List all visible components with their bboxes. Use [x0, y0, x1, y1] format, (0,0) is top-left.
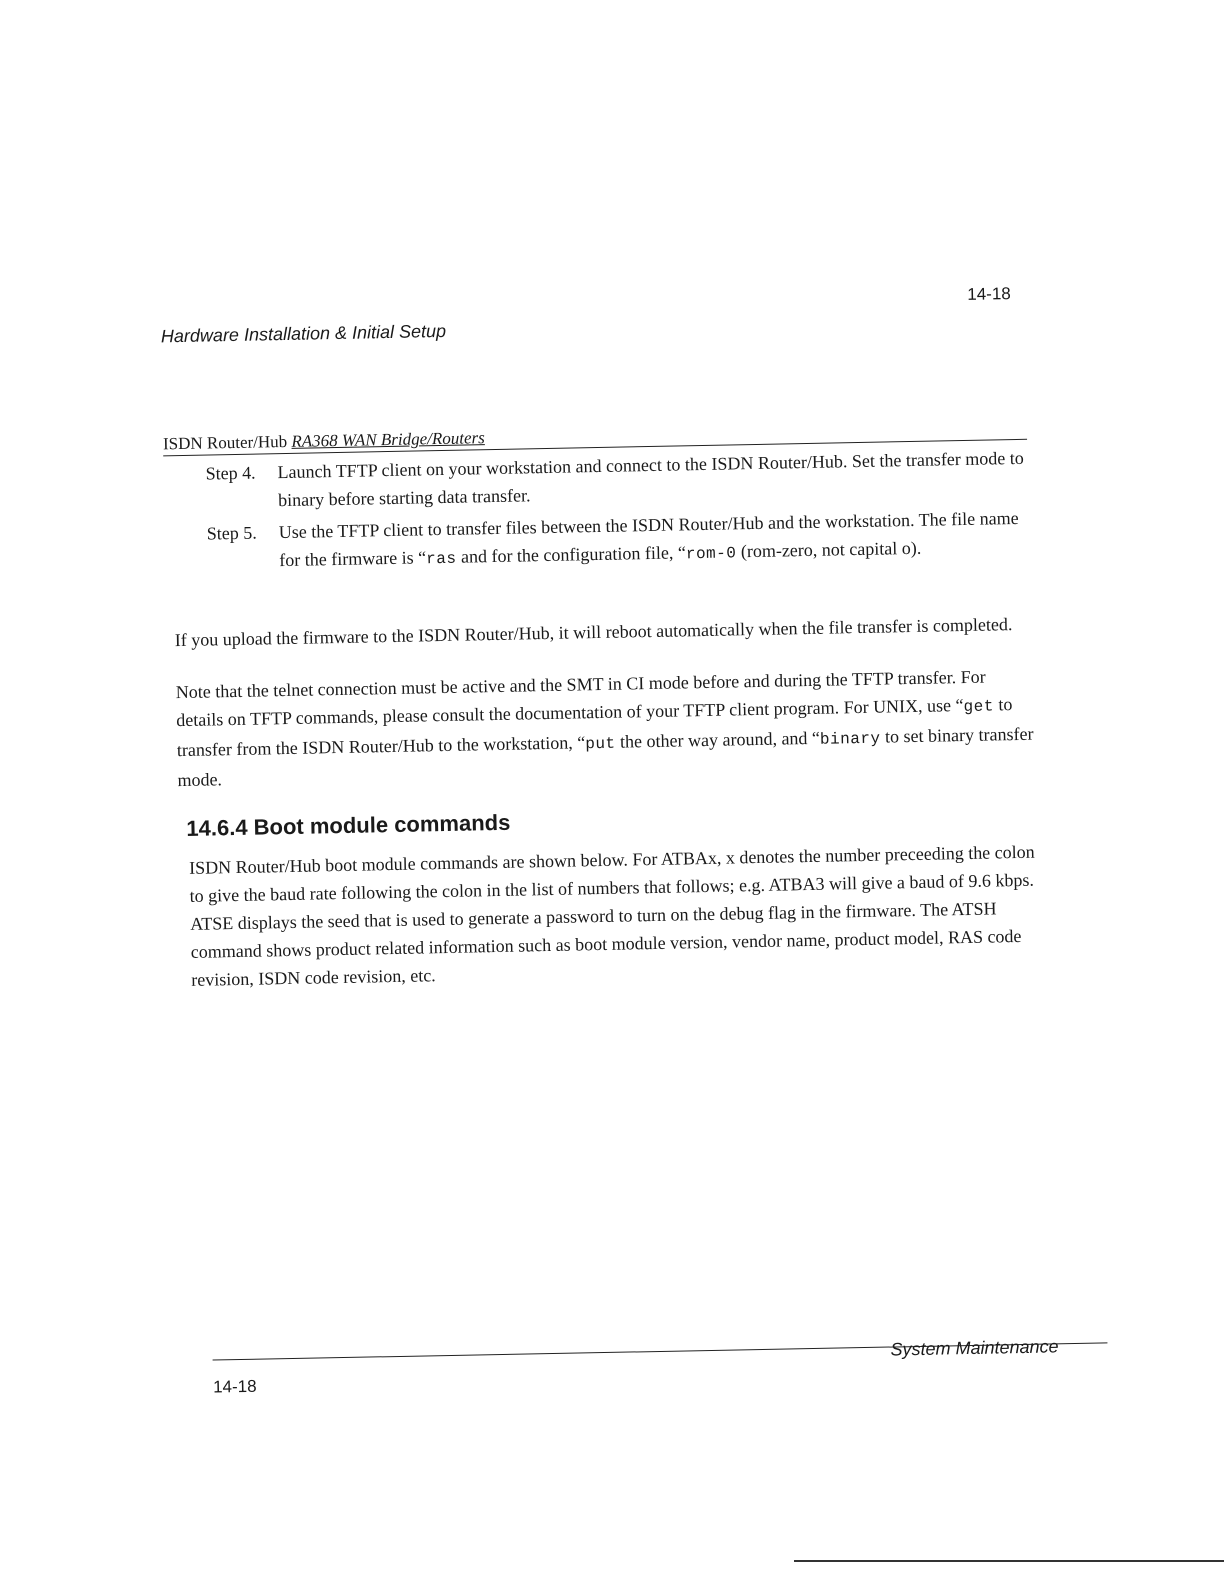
note-text-2: to transfer from the ISDN Router/Hub to the workstation, “	[176, 694, 1013, 761]
config-filename: rom-0	[685, 544, 737, 564]
scan-edge-mark	[794, 1560, 1224, 1562]
step-4	[205, 444, 1026, 516]
footer-page-number: 14-18	[212, 1376, 257, 1397]
note-text-1: Note that the telnet connection must be active and the SMT in CI mode before and during the TFTP transfer. For details on TFTP commands, please consult the documentation of your TFTP client program. For UNIX, use “	[175, 666, 986, 731]
put-command: put	[585, 734, 616, 754]
upload-paragraph: If you upload the firmware to the ISDN Router/Hub, it will reboot automatically when the file transfer is completed.	[174, 614, 1013, 651]
running-head-product: RA368 WAN Bridge/Routers	[291, 428, 485, 451]
step-5	[206, 504, 1027, 578]
running-head-prefix: ISDN Router/Hub	[162, 431, 292, 454]
header-page-number: 14-18	[967, 284, 1011, 304]
binary-command: binary	[819, 729, 881, 749]
section-heading: 14.6.4 Boot module commands	[186, 809, 511, 841]
note-text-4: to set binary transfer mode.	[177, 723, 1034, 791]
firmware-filename: ras	[426, 549, 457, 569]
note-paragraph	[176, 662, 1038, 794]
step-4-text: Launch TFTP client on your workstation and connect to the ISDN Router/Hub. Set the transfer mode to binary before starting data transfer.	[277, 447, 1024, 511]
step-5-text-before: Use the TFTP client to transfer files between the ISDN Router/Hub and the workstation. The file name for the firmware is “	[278, 507, 1019, 571]
step-5-text	[278, 504, 1027, 576]
note-text-3: the other way around, and “	[615, 727, 821, 752]
get-command: get	[963, 697, 995, 717]
boot-commands-paragraph: ISDN Router/Hub boot module commands are shown below. For ATBAx, x denotes the number preceeding the colon to give the baud rate following the colon in the list of numbers that follows; e.g. ATBA3 will give a baud of 9.6 kbps. ATSE displays the seed that is used to generate a password to turn on the debug flag in the firmware. The ATSH command shows product related information such as boot module version, vendor name, product model, RAS code revision, ISDN code revision, etc.	[188, 841, 1035, 990]
step-4-label: Step 4.	[205, 462, 256, 484]
step-5-text-after: (rom-zero, not capital o).	[736, 537, 922, 562]
step-5-text-middle: and for the configuration file, “	[456, 542, 687, 567]
step-5-label: Step 5.	[206, 522, 257, 544]
footer-chapter: System Maintenance	[890, 1336, 1059, 1360]
header-title: Hardware Installation & Initial Setup	[160, 320, 447, 347]
